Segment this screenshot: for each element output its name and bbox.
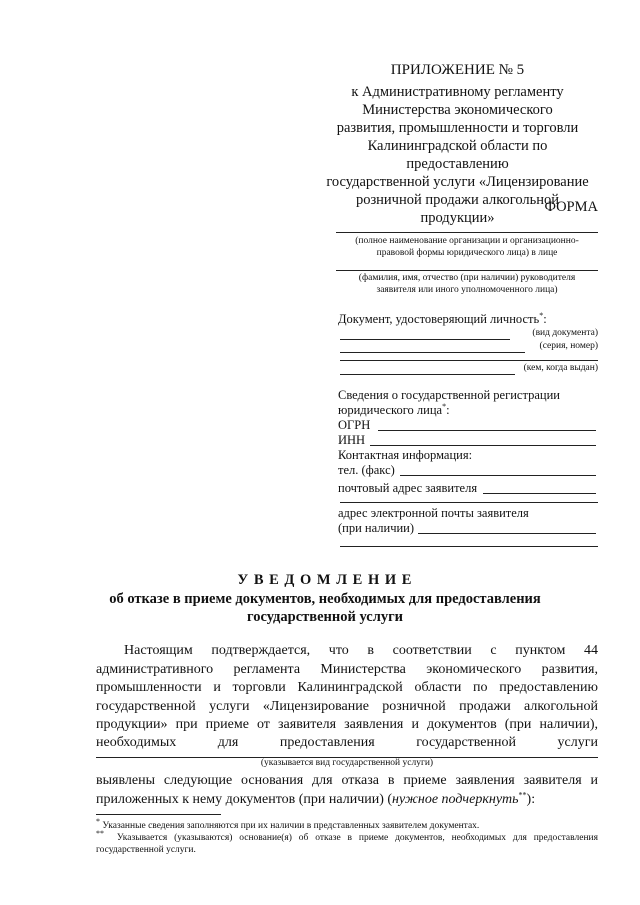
footnote-2-mark: ** [96, 828, 104, 838]
issued-row [338, 362, 598, 376]
registration-block [338, 388, 600, 496]
footnote-2-text: Указывается (указываются) основание(я) об отказе в приеме документов, необходимых для предоставления государственной услуги. [96, 833, 598, 855]
appendix-line-2: Министерства экономического [362, 102, 553, 118]
appendix-title: ПРИЛОЖЕНИЕ № 5 [390, 62, 525, 78]
footnote-1-mark: * [96, 816, 100, 826]
form-label: ФОРМА [544, 199, 598, 215]
email-field[interactable] [418, 521, 596, 534]
series-hint: (серия, номер) [539, 341, 598, 351]
word-3: предоставления [279, 735, 375, 750]
issued-hint: (кем, когда выдан) [523, 363, 598, 373]
email-block [338, 506, 600, 536]
ogrn-row [338, 418, 600, 433]
inn-field[interactable] [370, 433, 596, 446]
postal-extra-line[interactable] [340, 502, 598, 503]
registration-label-2-text: юридического лица [338, 403, 443, 417]
word-5: услуги [557, 735, 598, 750]
email-label-1: адрес электронной почты заявителя [338, 506, 529, 520]
paragraph-2-footnote-mark: ** [518, 789, 527, 799]
notice-paragraph-1-last-line [96, 734, 598, 753]
id-doc-label-text: Документ, удостоверяющий личность [338, 312, 540, 326]
representative-hint [336, 272, 598, 296]
doc-type-field[interactable] [340, 327, 510, 340]
footnote-2 [96, 828, 598, 856]
id-extra-line[interactable] [340, 360, 598, 361]
word-4: государственной [416, 735, 516, 750]
registration-label-2 [338, 403, 600, 418]
email-row [338, 521, 600, 536]
footnote-separator [96, 814, 221, 815]
postal-field[interactable] [483, 481, 596, 494]
issued-field[interactable] [340, 362, 515, 375]
footnote-1 [96, 816, 598, 832]
series-row [338, 340, 598, 354]
registration-label-1: Сведения о государственной регистрации [338, 388, 560, 402]
postal-row [338, 481, 600, 496]
contact-label: Контактная информация: [338, 448, 473, 462]
inn-label: ИНН [338, 433, 366, 447]
notice-paragraph-1: Настоящим подтверждается, что в соответствии с пунктом 44 административного регламента Министерства экономического развития, промышленности и торговли Калининградской области по предоставлению государственной услуги «Лицензирование розничной продажи алкогольной продукции» при приеме от заявителя заявления и документов (при наличии), [96, 643, 598, 732]
paragraph-2-end: ): [526, 791, 536, 807]
person-hint-line-1: (фамилия, имя, отчество (при наличии) руководителя [358, 273, 576, 283]
series-field[interactable] [340, 340, 525, 353]
postal-label: почтовый адрес заявителя [338, 481, 478, 495]
appendix-line-4: Калининградской области по предоставлению [367, 138, 548, 172]
phone-label: тел. (факс) [338, 463, 395, 477]
appendix-line-6: розничной продажи алкогольной продукции» [355, 192, 560, 226]
notice-subtitle-2: государственной услуги [246, 609, 404, 625]
org-name-line[interactable] [336, 232, 598, 233]
paragraph-2-text: выявлены следующие основания для отказа в приеме заявления заявителя и приложенных к нему документов (при наличии) ( [96, 773, 598, 807]
doc-type-row [338, 327, 598, 341]
word-2: для [217, 735, 239, 750]
org-hint-line-1: (полное наименование организации и организационно- [355, 236, 579, 246]
paragraph-2-italic: нужное подчеркнуть [392, 791, 519, 807]
registration-colon: : [446, 403, 450, 417]
appendix-line-5: государственной услуги «Лицензирование [326, 174, 589, 190]
org-hint-line-2: правовой формы юридического лица) в лице [376, 248, 558, 258]
id-doc-footnote-mark: * [539, 310, 544, 320]
notice-subtitle-1: об отказе в приеме документов, необходимых для предоставления [109, 591, 541, 607]
email-label-2: (при наличии) [338, 521, 415, 535]
phone-row [338, 463, 600, 478]
footnote-1-text: Указанные сведения заполняются при их наличии в представленных заявителем документах. [102, 821, 480, 831]
phone-field[interactable] [400, 463, 596, 476]
notice-title: У В Е Д О М Л Е Н И Е [237, 572, 413, 588]
appendix-line-3: развития, промышленности и торговли [336, 120, 579, 136]
id-doc-colon: : [543, 312, 547, 326]
org-name-hint [336, 235, 598, 259]
service-type-hint: (указывается вид государственной услуги) [260, 758, 434, 768]
doc-type-hint: (вид документа) [532, 328, 598, 338]
footnotes [96, 816, 598, 856]
representative-line[interactable] [336, 270, 598, 271]
ogrn-field[interactable] [378, 418, 596, 431]
notice-paragraph-2 [96, 772, 598, 809]
id-doc-label [338, 312, 600, 327]
ogrn-label: ОГРН [338, 418, 371, 432]
email-extra-line[interactable] [340, 546, 598, 547]
inn-row [338, 433, 600, 448]
person-hint-line-2: заявителя или иного уполномоченного лица) [376, 285, 558, 295]
appendix-line-1: к Административному регламенту [351, 84, 564, 100]
registration-footnote-mark: * [442, 401, 447, 411]
word-1: необходимых [96, 735, 177, 750]
